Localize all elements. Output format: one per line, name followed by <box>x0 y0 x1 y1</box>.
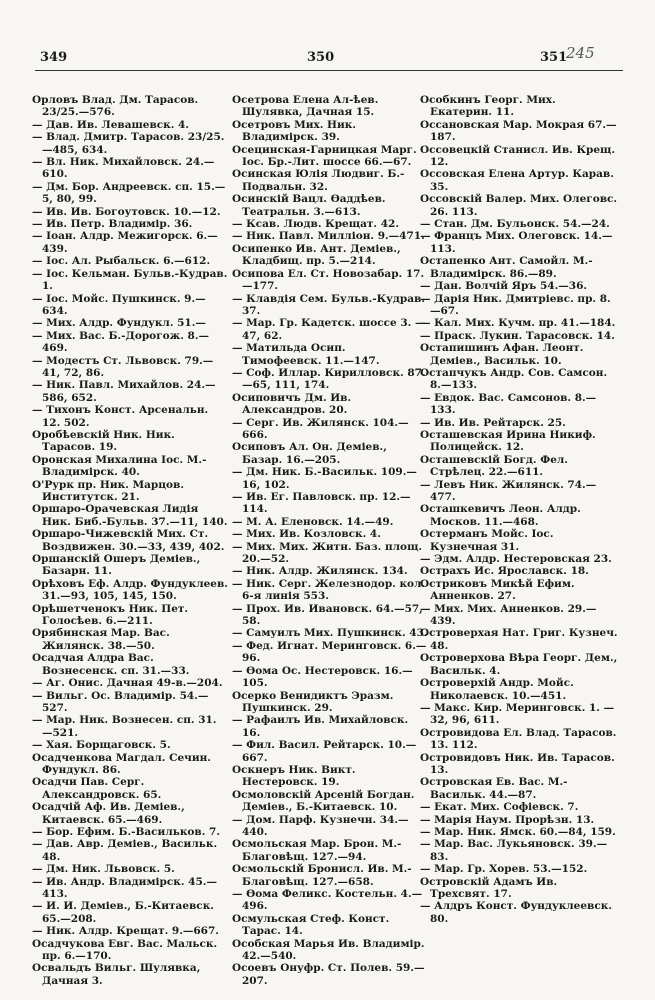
directory-entry: Островская Ев. Вас. М.-Васильк. 44.—87. <box>420 776 568 801</box>
directory-entry: Осмоловскій Арсеній Богдан. Деміев., Б.-Китаевск. 10. <box>232 788 415 814</box>
directory-entry: — Мих. Алдр. Фундукл. 51.— <box>32 317 206 330</box>
directory-entry: Осипова Ел. Ст. Новозабар. 17.—177. <box>232 267 425 293</box>
directory-entry: Особкинъ Георг. Мих. Екатерин. 11. <box>420 94 556 119</box>
directory-entry: — Дм. Ник. Львовск. 5. <box>32 863 175 876</box>
directory-entry: Осадчукова Евг. Вас. Мальск. пр. 6.—170. <box>32 937 218 963</box>
directory-entry: — Вильг. Ос. Владимір. 54.—527. <box>32 689 209 714</box>
directory-entry: — Тихонъ Конст. Арсенальн. 12. 502. <box>32 404 209 429</box>
directory-entry: — Ив. Петр. Владимір. 36. <box>32 218 193 231</box>
directory-entry: Осетровъ Мих. Ник. Владимірск. 39. <box>232 118 357 144</box>
directory-entry: Осиповичъ Дм. Ив. Александров. 20. <box>232 391 352 417</box>
directory-entry: — Влад. Дмитр. Тарасов. 23/25.—485, 634. <box>32 131 225 156</box>
directory-entry: — Ив. Ив. Богоутовск. 10.—12. <box>32 205 221 218</box>
directory-entry: О'Рурк пр. Ник. Марцов. Институтск. 21. <box>32 478 184 503</box>
page-number-center: 350 <box>307 50 335 65</box>
directory-entry: — Ѳома Ос. Нестеровск. 16.—105. <box>232 664 413 690</box>
directory-entry: — Евдок. Вас. Самсонов. 8.—133. <box>420 391 597 417</box>
directory-entry: Оссовская Елена Артур. Карав. 35. <box>420 168 614 193</box>
directory-entry: — Аг. Онис. Дачная 49-в.—204. <box>32 677 223 690</box>
directory-entry: Остриковъ Микѣй Ефим. Анненков. 27. <box>420 577 575 603</box>
directory-entry: Орябинская Мар. Вас. Жилянск. 38.—50. <box>32 627 170 652</box>
directory-entry: Оронская Михалина Іос. М.-Владимірск. 40. <box>32 453 207 479</box>
directory-entry: — Вл. Ник. Михайловск. 24.—610. <box>32 156 215 181</box>
directory-entry: Осецинская-Гарницкая Марг. Іос. Бр.-Лит. шоссе 66.—67. <box>232 143 417 169</box>
directory-entry: Осмольскій Бронисл. Ив. М.-Благовѣщ. 127.—658. <box>232 863 412 888</box>
directory-entry: — Ксав. Людв. Крещат. 42. <box>232 218 399 231</box>
directory-entry: Осипенко Ив. Ант. Деміев., Кладбищ. пр. 5.—214. <box>232 242 401 268</box>
directory-entry: — Алдръ Конст. Фундуклеевск. 80. <box>420 900 612 925</box>
page-number-right: 351 <box>540 50 568 65</box>
directory-entry: — Ѳома Феликс. Костельн. 4.—496. <box>232 888 423 913</box>
directory-entry: Островерхова Вѣра Георг. Дем., Васильк. 4. <box>420 652 618 677</box>
directory-entry: — Мар. Ник. Ямск. 60.—84, 159. <box>420 825 616 838</box>
directory-entry: — Дм. Ник. Б.-Васильк. 109.—16, 102. <box>232 466 417 491</box>
directory-entry: — Ив. Ег. Павловск. пр. 12.—114. <box>232 491 411 516</box>
directory-entry: — Ник. Алдр. Крещат. 9.—667. <box>32 925 219 938</box>
directory-entry: Осмульская Стеф. Конст. Тарас. 14. <box>232 912 390 938</box>
column-2 <box>232 94 428 987</box>
directory-entry: — Іос. Кельман. Бульв.-Кудрав. 1. <box>32 267 228 293</box>
directory-entry: — Дав. Ив. Левашевск. 4. <box>32 118 190 131</box>
directory-entry: — М. А. Еленовск. 14.—49. <box>232 515 394 528</box>
directory-entry: — Модестъ Ст. Львовск. 79.—41, 72, 86. <box>32 354 214 379</box>
directory-entry: Оробѣевскій Ник. Ник. Тарасов. 19. <box>32 428 175 454</box>
directory-entry: — Серг. Ив. Жилянск. 104.—666. <box>232 416 409 441</box>
directory-entry: Осиповъ Ал. Он. Деміев., Базар. 16.—205. <box>232 441 387 466</box>
directory-entry: Осадченкова Магдал. Сечин. Фундукл. 86. <box>32 751 211 776</box>
directory-entry: Остапчукъ Андр. Сов. Самсон. 8.—133. <box>420 366 608 392</box>
directory-entry: Освальдъ Вильг. Шулявка, Дачная 3. <box>32 962 201 987</box>
directory-entry: — Ив. Андр. Владимірск. 45.—413. <box>32 875 217 900</box>
directory-entry: — Дав. Авр. Деміев., Васильк. 48. <box>32 838 218 863</box>
directory-entry: Осетрова Елена Ал-ѣев. Шулявка, Дачная 15. <box>232 94 379 119</box>
column-1 <box>32 94 228 987</box>
directory-entry: — Мар. Вас. Лукьяновск. 39.—83. <box>420 838 608 863</box>
directory-entry: — Ник. Серг. Железнодор. кол. 6-я линія 553. <box>232 577 426 603</box>
directory-entry: — Мих. Мих. Житн. Баз. площ. 20.—52. <box>232 540 423 566</box>
directory-entry: — Дом. Парф. Кузнечн. 34.—440. <box>232 813 409 838</box>
directory-entry: — Левъ Ник. Жилянск. 74.—477. <box>420 478 597 503</box>
directory-entry: Остапишинъ Афан. Леонт. Деміев., Васильк. 10. <box>420 342 584 367</box>
directory-entry: Осташкевичъ Леон. Алдр. Москов. 11.—468. <box>420 503 581 528</box>
header-rule <box>35 70 623 71</box>
directory-entry: Орловъ Влад. Дм. Тарасов. 23/25.—576. <box>32 94 199 119</box>
directory-entry: Островидова Ел. Влад. Тарасов. 13. 112. <box>420 726 617 752</box>
directory-entry: Островерхій Андр. Мойс. Николаевск. 10.—451. <box>420 677 574 702</box>
directory-entry: — Мар. Гр. Хорев. 53.—152. <box>420 863 588 876</box>
directory-entry: — Праск. Лукин. Тарасовск. 14. <box>420 329 615 342</box>
directory-entry: Оршаро-Орачевская Лидія Ник. Биб.-Бульв. 37.—11, 140. <box>32 503 228 528</box>
directory-entry: — Мар. Гр. Кадетск. шоссе 3. —47, 62. <box>232 317 426 342</box>
directory-entry: Осерко Венидиктъ Эразм. Пушкинск. 29. <box>232 689 394 714</box>
directory-entry: — Ник. Павл. Михайлов. 24.—586, 652. <box>32 379 216 404</box>
directory-entry: — Мих. Мих. Анненков. 29.—439. <box>420 602 597 628</box>
directory-entry: — Клавдія Сем. Бульв.-Кудрав. 37. <box>232 292 425 317</box>
directory-entry: Оссовскій Валер. Мих. Олеговс. 26. 113. <box>420 193 618 218</box>
directory-entry: — Эдм. Алдр. Нестеровская 23. <box>420 553 612 566</box>
directory-entry: Остапенко Ант. Самойл. М.-Владимірск. 86.—89. <box>420 255 593 280</box>
directory-entry: Осадчи Пав. Серг. Александровск. 65. <box>32 776 162 801</box>
directory-entry: Оссовецкій Станисл. Ив. Крещ. 12. <box>420 143 616 169</box>
directory-entry: — Марія Наум. Прорѣзн. 13. <box>420 813 595 826</box>
directory-entry: — Матильда Осип. Тимофеевск. 11.—147. <box>232 342 380 367</box>
directory-entry: — Прох. Ив. Ивановск. 64.—57, 58. <box>232 602 423 628</box>
directory-entry: — Фил. Васил. Рейтарск. 10.—667. <box>232 739 417 764</box>
directory-entry: — Стан. Дм. Бульонск. 54.—24. <box>420 218 610 231</box>
directory-entry: — Ник. Алдр. Жилянск. 134. <box>232 565 408 578</box>
directory-entry: Оршаро-Чижевскій Мих. Ст. Воздвижен. 30.—33, 439, 402. <box>32 528 225 553</box>
directory-entry: Оскнеръ Ник. Викт. Нестеровск. 19. <box>232 763 356 789</box>
directory-entry: Осинскій Вацл. Ѳаддѣев. Театральн. 3.—613. <box>232 193 386 218</box>
directory-entry: Осоевъ Онуфр. Ст. Полев. 59.—207. <box>232 962 425 987</box>
directory-entry: — Мар. Ник. Вознесен. сп. 31. —521. <box>32 714 217 739</box>
directory-entry: Особская Марья Ив. Владимір. 42.—540. <box>232 937 425 963</box>
directory-entry: — Екат. Мих. Софіевск. 7. <box>420 801 579 814</box>
column-3 <box>420 94 620 925</box>
handwritten-page-note: 245 <box>566 44 595 62</box>
directory-entry: — И. И. Деміев., Б.-Китаевск. 65.—208. <box>32 900 214 925</box>
directory-entry: — Мих. Ив. Козловск. 4. <box>232 528 381 541</box>
directory-entry: Осадчій Аф. Ив. Деміев., Китаевск. 65.—469. <box>32 801 185 826</box>
directory-entry: — Макс. Кир. Меринговск. 1. —32, 96, 611. <box>420 701 615 727</box>
directory-entry: — Дан. Волчій Яръ 54.—36. <box>420 280 588 293</box>
directory-entry: — Фед. Игнат. Меринговск. 6.—96. <box>232 639 427 665</box>
directory-entry: Оршанскій Ошеръ Деміев., Базарн. 11. <box>32 553 201 578</box>
directory-entry: Осинская Юлія Людвиг. Б.-Подвальн. 32. <box>232 168 405 193</box>
directory-entry: Осмольская Мар. Брон. М.-Благовѣщ. 127.—94. <box>232 838 402 863</box>
directory-entry: — Дарія Ник. Дмитріевс. пр. 8.—67. <box>420 292 611 317</box>
directory-entry: — Іоан. Алдр. Межигорск. 6.—439. <box>32 230 218 255</box>
directory-entry: Орѣховъ Еф. Алдр. Фундуклеев. 31.—93, 105, 145, 150. <box>32 577 228 603</box>
directory-entry: — Дм. Бор. Андреевск. сп. 15.—5, 80, 99. <box>32 180 226 206</box>
directory-entry: — Мих. Вас. Б.-Дорогож. 8.—469. <box>32 329 210 355</box>
directory-entry: Осташевская Ирина Никиф. Полицейск. 12. <box>420 428 596 454</box>
directory-entry: — Францъ Мих. Олеговск. 14.—113. <box>420 230 613 255</box>
directory-entry: Остерманъ Мойс. Іос. Кузнечная 31. <box>420 528 554 553</box>
directory-entry: — Хая. Борщаговск. 5. <box>32 739 171 752</box>
directory-entry: Островерхая Нат. Григ. Кузнеч. 48. <box>420 627 618 652</box>
directory-entry: — Рафаилъ Ив. Михайловск. 16. <box>232 714 409 739</box>
directory-entry: Осташевскій Богд. Фел. Стрѣлец. 22.—611. <box>420 453 568 479</box>
directory-entry: Острахъ Ис. Ярославск. 18. <box>420 565 589 578</box>
directory-entry: — Кал. Мих. Кучм. пр. 41.—184. <box>420 317 616 330</box>
directory-entry: Орѣшетченокъ Ник. Пет. Голосѣев. 6.—211. <box>32 602 189 628</box>
directory-entry: Оссановская Мар. Мокрая 67.—187. <box>420 118 617 144</box>
page-number-left: 349 <box>40 50 68 65</box>
directory-entry: — Ник. Павл. Милліон. 9.—471. <box>232 230 425 243</box>
directory-entry: — Ив. Ив. Рейтарск. 25. <box>420 416 566 429</box>
directory-entry: Осадчая Алдра Вас. Вознесенск. сп. 31.—33. <box>32 652 190 677</box>
directory-entry: — Самуилъ Мих. Пушкинск. 43. <box>232 627 428 640</box>
directory-entry: Островидовъ Ник. Ив. Тарасов. 13. <box>420 751 615 776</box>
directory-entry: Островскій Адамъ Ив. Трехсвят. 17. <box>420 875 558 900</box>
directory-entry: — Бор. Ефим. Б.-Васильков. 7. <box>32 825 221 838</box>
directory-entry: — Соф. Иллар. Кирилловск. 87. —65, 111, 174. <box>232 366 426 392</box>
directory-entry: — Іос. Мойс. Пушкинск. 9.—634. <box>32 292 206 317</box>
directory-entry: — Іос. Ал. Рыбальск. 6.—612. <box>32 255 211 268</box>
